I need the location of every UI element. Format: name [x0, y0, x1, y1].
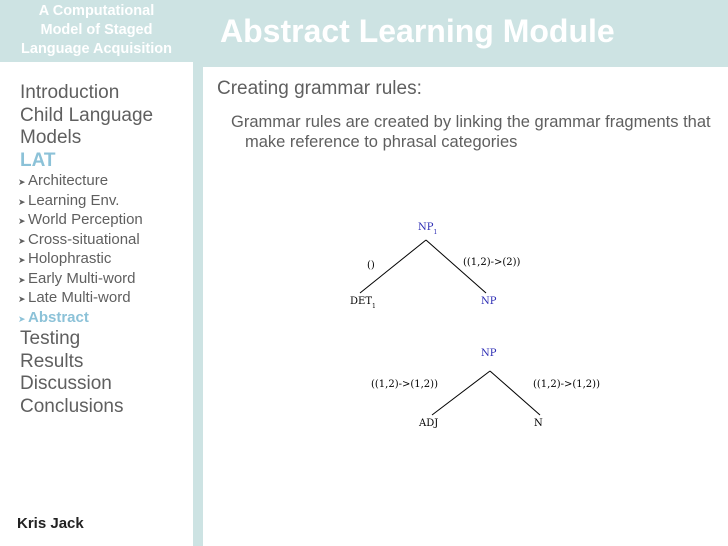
arrow-bullet-icon: ➤ [18, 274, 26, 285]
arrow-bullet-icon: ➤ [18, 313, 26, 324]
tree-node-right: N [534, 418, 543, 429]
node-label: DET [350, 296, 372, 307]
edge-label-left: ((1,2)->(1,2)) [371, 379, 438, 390]
nav-item-label: Results [20, 350, 84, 372]
tree-node-left [350, 296, 376, 310]
grammar-fragment-tree [350, 222, 521, 310]
edge-label-right: ((1,2)->(1,2)) [533, 379, 600, 390]
nav-item-label: World Perception [28, 211, 143, 228]
presentation-title-line: Model of Staged [40, 22, 153, 38]
arrow-bullet-icon: ➤ [18, 255, 26, 265]
nav-item-label: Testing [20, 328, 81, 349]
tree-node-root [418, 222, 437, 236]
content-body: Grammar rules are created by linking the grammar fragments that make reference to phrasal categories [231, 113, 711, 151]
arrow-bullet-icon: ➤ [18, 196, 26, 207]
presentation-title-line: Language Acquisition [21, 41, 172, 57]
tree-node-root: NP [481, 348, 497, 359]
nav-item-label: LAT [20, 149, 56, 171]
tree-node-left: ADJ [419, 418, 439, 429]
nav-item-label: Late Multi-word [28, 289, 131, 306]
arrow-bullet-icon: ➤ [18, 216, 26, 226]
nav-item-label: Conclusions [20, 395, 124, 417]
nav-item-label: Models [20, 127, 82, 148]
nav-item-label: Abstract [28, 308, 89, 326]
nav-item-label: Child Language [20, 104, 154, 126]
tree-node-right: NP [481, 296, 497, 307]
arrow-bullet-icon: ➤ [18, 294, 26, 304]
node-label: NP [418, 222, 434, 233]
edge-label-right: ((1,2)->(2)) [463, 257, 521, 268]
tree-edge [490, 371, 540, 415]
nav-item-label: Holophrastic [28, 250, 112, 267]
content-heading: Creating grammar rules: [217, 78, 422, 99]
nav-item-label: Early Multi-word [28, 269, 136, 287]
author-name: Kris Jack [17, 515, 84, 532]
node-subscript: 1 [372, 303, 376, 310]
presentation-title-line: A Computational [38, 3, 155, 19]
node-subscript: 1 [433, 229, 438, 236]
arrow-bullet-icon: ➤ [18, 177, 26, 187]
edge-label-left: () [367, 260, 375, 271]
nav-item-label: Discussion [20, 373, 112, 394]
nav-item-label: Learning Env. [28, 191, 120, 209]
tree-edge [432, 371, 490, 415]
slide-title: Abstract Learning Module [220, 13, 615, 49]
nav-item-label: Architecture [28, 172, 109, 189]
nav-item-label: Introduction [20, 82, 120, 103]
grammar-fragment-tree [371, 348, 600, 429]
arrow-bullet-icon: ➤ [18, 235, 26, 246]
nav-item-label: Cross-situational [28, 230, 140, 248]
